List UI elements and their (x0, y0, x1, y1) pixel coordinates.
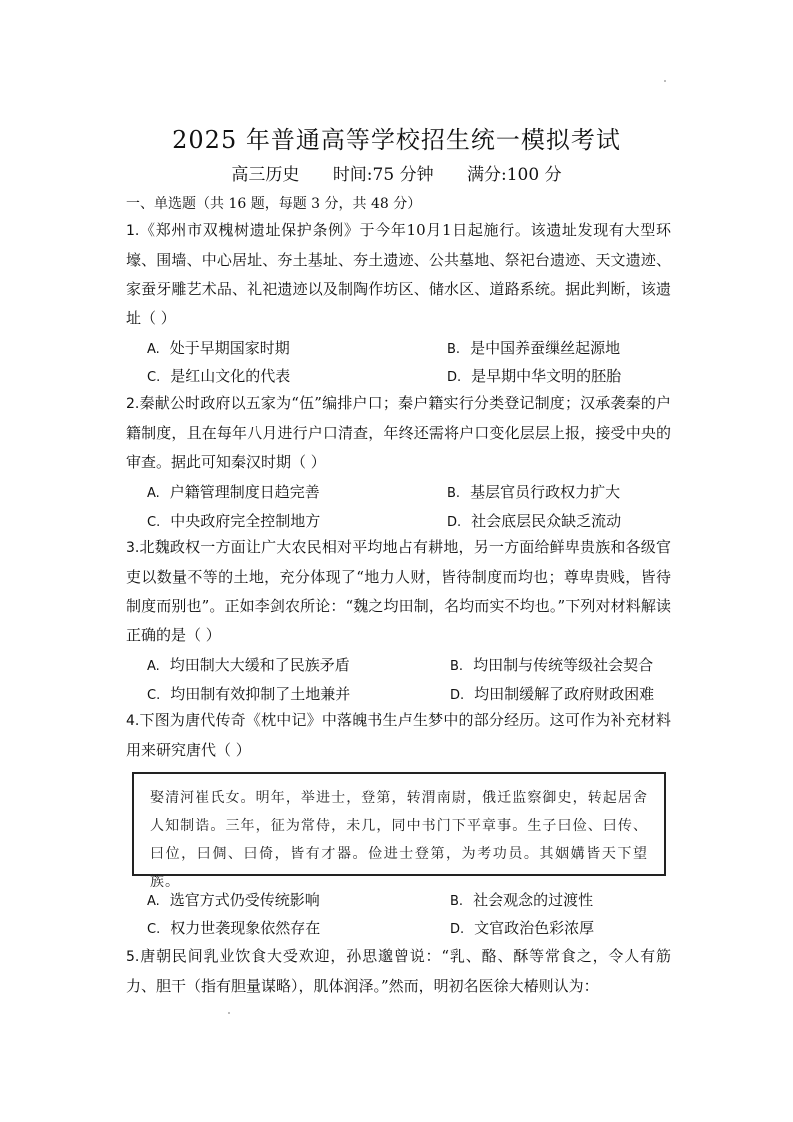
section-heading: 一、单选题（共 16 题，每题 3 分，共 48 分） (126, 196, 422, 212)
option-a[interactable]: A. 选官方式仍受传统影响 (147, 891, 320, 909)
option-a[interactable]: A. 处于早期国家时期 (147, 339, 290, 357)
question-2 (126, 389, 671, 477)
option-c[interactable]: C. 中央政府完全控制地方 (147, 512, 321, 530)
question-number: 5. (126, 949, 140, 965)
question-number: 4. (126, 713, 140, 729)
scan-speck (664, 80, 666, 82)
exam-info (0, 160, 793, 185)
option-c[interactable]: C. 是红山文化的代表 (147, 367, 291, 385)
option-b[interactable]: B. 基层官员行政权力扩大 (447, 483, 621, 501)
source-excerpt-box: 娶清河崔氏女。明年，举进士，登第，转渭南尉，俄迁监察御史，转起居舍人知制诰。三年，征为常侍，未几，同中书门下平章事。生子曰俭、曰传、曰位，曰倜、曰倚，皆有才器。俭进士登第，为考功员。其姻媾皆天下望族。 (132, 772, 666, 876)
option-b[interactable]: B. 社会观念的过渡性 (450, 891, 594, 909)
question-3 (126, 533, 671, 650)
question-text: 唐朝民间乳业饮食大受欢迎，孙思邈曾说：“乳、酪、酥等常食之，令人有筋力、胆干（指有胆量谋略），肌体润泽。”然而，明初名医徐大椿则认为： (126, 947, 671, 995)
exam-subject: 高三历史 (231, 165, 300, 185)
question-1 (126, 216, 671, 333)
question-text: 北魏政权一方面让广大农民相对平均地占有耕地，另一方面给鲜卑贵族和各级官吏以数量不等的土地，充分体现了“地力人财，皆待制度而均也；尊卑贵贱，皆待制度而别也”。正如李剑农所论：“魏之均田制，名均而实不均也。”下列对材料解读正确的是（ ） (126, 538, 671, 644)
option-d[interactable]: D. 社会底层民众缺乏流动 (447, 512, 622, 530)
option-d[interactable]: D. 文官政治色彩浓厚 (450, 919, 595, 937)
question-text: 《郑州市双槐树遗址保护条例》于今年10月1日起施行。该遗址发现有大型环壕、围墙、中心居址、夯土基址、夯土遗迹、公共墓地、祭祀台遗迹、天文遗迹、家蚕牙雕艺术品、礼祀遗迹以及制陶作坊区、储水区、道路系统。据此判断，该遗址（ ） (126, 221, 671, 327)
option-d[interactable]: D. 均田制缓解了政府财政困难 (450, 685, 655, 703)
option-c[interactable]: C. 均田制有效抑制了土地兼并 (147, 685, 351, 703)
exam-time: 时间:75 分钟 (332, 165, 434, 185)
exam-title: 2025 年普通高等学校招生统一模拟考试 (172, 126, 621, 154)
option-c[interactable]: C. 权力世袭现象依然存在 (147, 919, 321, 937)
question-4 (126, 706, 671, 765)
question-5 (126, 942, 671, 1001)
question-number: 1. (126, 223, 140, 239)
question-text: 下图为唐代传奇《枕中记》中落魄书生卢生梦中的部分经历。这可作为补充材料用来研究唐代（ ） (126, 711, 671, 759)
exam-score: 满分:100 分 (466, 165, 562, 185)
question-text: 秦献公时政府以五家为“伍”编排户口；秦户籍实行分类登记制度；汉承袭秦的户籍制度，且在每年八月进行户口清查，年终还需将户口变化层层上报，接受中央的审查。据此可知秦汉时期（ ） (126, 394, 671, 471)
option-b[interactable]: B. 是中国养蚕缫丝起源地 (447, 339, 621, 357)
option-a[interactable]: A. 户籍管理制度日趋完善 (147, 483, 320, 501)
option-b[interactable]: B. 均田制与传统等级社会契合 (450, 656, 654, 674)
question-number: 2. (126, 396, 140, 412)
scan-speck (228, 1012, 230, 1014)
option-a[interactable]: A. 均田制大大缓和了民族矛盾 (147, 656, 350, 674)
option-d[interactable]: D. 是早期中华文明的胚胎 (447, 367, 622, 385)
question-number: 3. (126, 540, 140, 556)
